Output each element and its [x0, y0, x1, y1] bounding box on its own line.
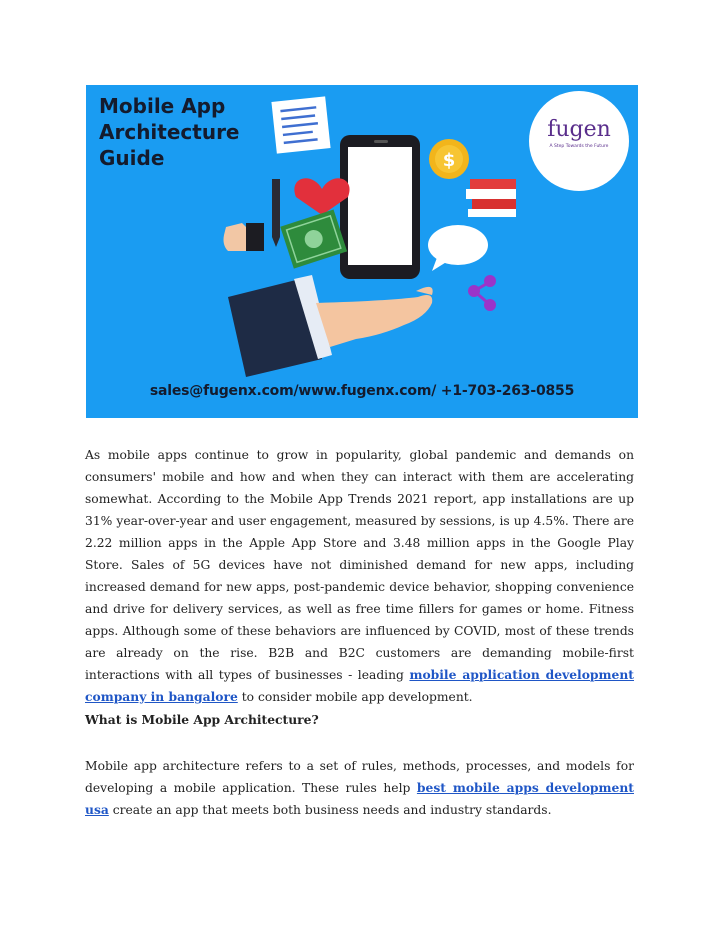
section-heading: What is Mobile App Architecture?	[85, 712, 319, 727]
share-icon	[468, 275, 496, 311]
coin-icon	[429, 139, 469, 179]
logo-word: fugen	[547, 117, 611, 142]
intro-paragraph	[85, 444, 634, 708]
thumbs-up-icon	[224, 223, 265, 251]
books-icon	[466, 179, 516, 217]
banner-title-line-2: Architecture	[99, 120, 240, 144]
architecture-text-end: create an app that meets both business needs and industry standards.	[108, 803, 552, 817]
hand-icon	[228, 275, 433, 377]
mobile-app-development-bangalore-link[interactable]: mobile application development company in bangalore	[85, 667, 634, 704]
chat-bubble-icon	[428, 225, 488, 271]
intro-text: As mobile apps continue to grow in popularity, global pandemic and demands on consumers' mobile and how and when they can interact with them are accelerating somewhat. According to the Mobile App Trends 2021 report, app installations are up 31% year-over-year and user engagement, measured by sessions, is up 4.5%. There are 2.22 million apps in the Apple App Store and 3.48 million apps in the Google Play Store. Sales of 5G devices have not diminished demand for new apps, including increased demand for new apps, post-pandemic device behavior, shopping convenience and drive for delivery services, as well as free time fillers for games or home. Fitness apps. Although some of these behaviors are influenced by COVID, most of these trends are already on the rise. B2B and B2C customers are demanding mobile-first interactions with all types of businesses - leading	[85, 448, 634, 682]
logo-tagline: A Step Towards the Future	[549, 144, 609, 149]
architecture-paragraph	[85, 755, 634, 821]
money-icon	[280, 209, 347, 268]
banner-image	[86, 85, 638, 418]
banner-title-line-1: Mobile App	[99, 94, 226, 118]
best-mobile-apps-usa-link[interactable]: best mobile apps development usa	[85, 780, 634, 817]
architecture-text: Mobile app architecture refers to a set of rules, methods, processes, and models for developing a mobile application. These rules help	[85, 759, 634, 795]
document-icon	[271, 96, 330, 153]
banner-illustration	[86, 85, 638, 418]
banner-contact-line: sales@fugenx.com/www.fugenx.com/ +1-703-263-0855	[149, 383, 575, 399]
smartphone-icon	[340, 135, 420, 279]
pen-icon	[272, 179, 280, 247]
intro-text-end: to consider mobile app development.	[237, 690, 473, 704]
banner-title-line-3: Guide	[99, 146, 165, 170]
svg-text:$: $	[442, 150, 456, 171]
